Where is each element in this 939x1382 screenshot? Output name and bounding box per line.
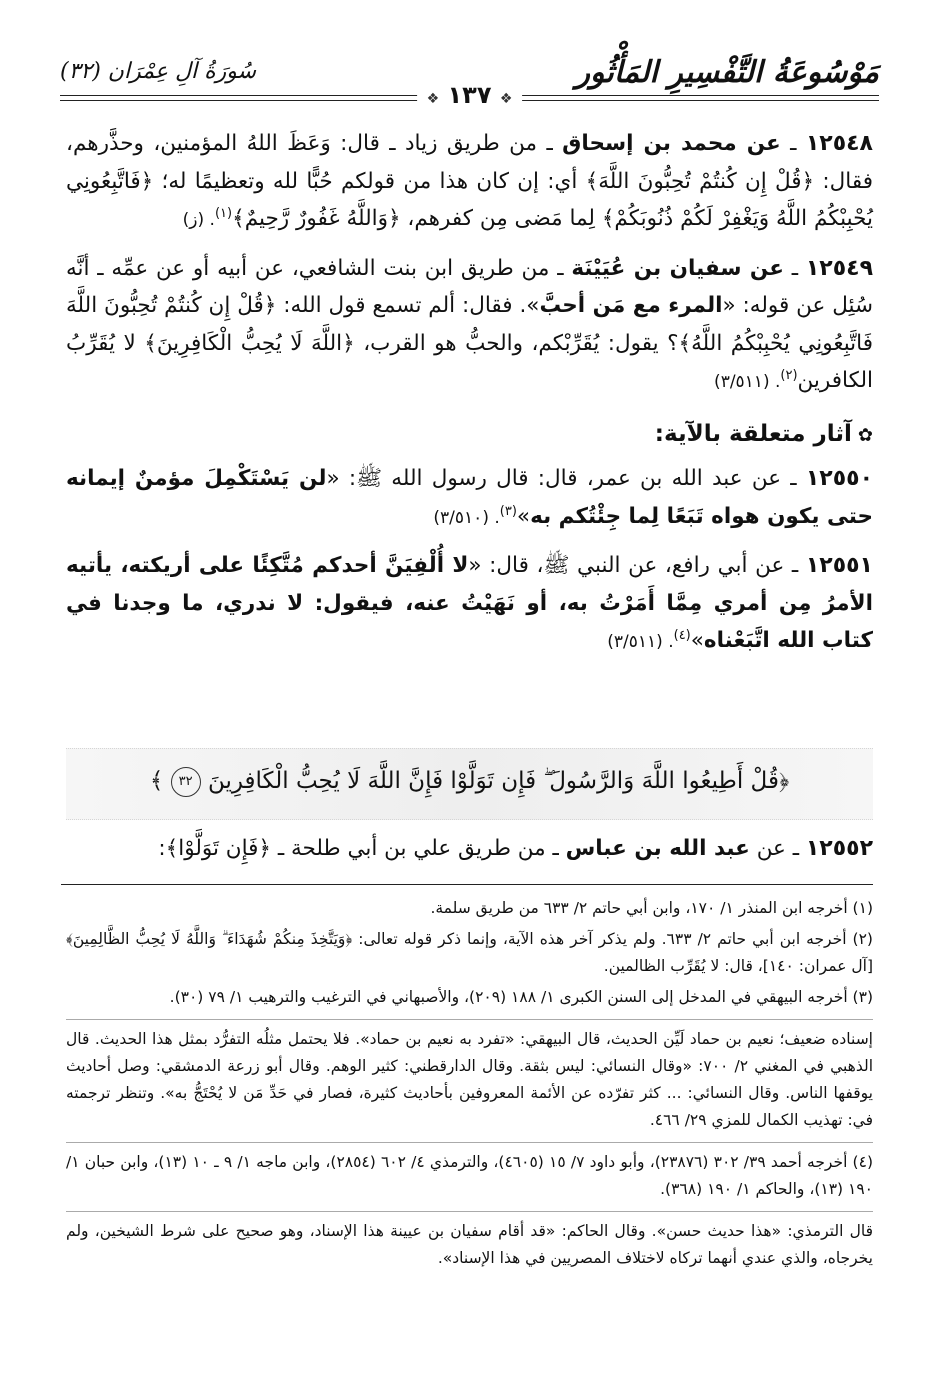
quran-quote: ﴿اللَّهَ لَا يُحِبُّ الْكَافِرِينَ﴾ (144, 330, 355, 356)
hadith-quote: المرء مع مَن أحبَّ (539, 293, 723, 318)
ayah-banner (66, 748, 873, 820)
entry-number: ١٢٥٥٢ (805, 836, 873, 861)
footnote-separator (66, 1019, 873, 1020)
book-title: مَوْسُوعَةُ التَّفْسِيرِ المَأْثُور (575, 55, 879, 90)
entry-text: : (158, 836, 166, 861)
entry-text: أي: إن كان هذا من قولكم حُبًّا لله وتعظيمًا له؛ (153, 168, 586, 194)
reference: . (٣/٥١١) (714, 372, 781, 392)
page-number-box (417, 81, 523, 109)
page-number: ١٣٧ (447, 81, 492, 109)
narrator-name: عن محمد بن إسحاق (562, 131, 781, 156)
entry-text: ـ عن (749, 836, 806, 861)
entry-12552 (66, 830, 873, 867)
entry-text: ـ عن أبي رافع، عن النبي ﷺ، قال: « (468, 553, 806, 578)
ayah-text: ﴿قُلْ أَطِيعُوا اللَّهَ وَالرَّسُولَ ۖ فَإِن تَوَلَّوْا فَإِنَّ اللَّهَ لَا يُحِبُّ الْكَافِرِينَ (207, 768, 790, 794)
footnote-separator (66, 1142, 873, 1143)
entry-number: ١٢٥٤٩ (805, 255, 873, 281)
reference: . (ز) (182, 210, 215, 230)
entry-text: ـ من طريق ابن بنت الشافعي، عن أبيه أو عن عمِّه ـ أنَّه سُئِل عن قوله: « (66, 255, 873, 318)
reference: . (٣/٥١١) (607, 632, 674, 652)
entry-12548: ١٢٥٤٨ ـ عن محمد بن إسحاق ـ من طريق زياد ـ قال: وَعَظَ اللهُ المؤمنين، وحذَّرهم، فقال: ﴿قُلْ إِن كُنتُمْ تُحِبُّونَ اللَّهَ﴾ أي: إن كان هذا من قولكم حُبًّا لله وتعظيمًا له؛ ﴿فَاتَّبِعُونِي يُحْبِبْكُمُ اللَّهُ وَيَغْفِرْ لَكُمْ ذُنُوبَكُمْ﴾ لِما مَضى مِن كفرهم، ﴿وَاللَّهُ غَفُورٌ رَّحِيمٌ﴾$^{(١)}$. (ز) (66, 131, 874, 231)
hadith-quote: لا أُلْفِيَنَّ أحدكم مُتَّكِئًا على أريكته، يأتيه الأمرُ مِن أمري مِمَّا أَمَرْتُ به، أو نَهَيْتُ عنه، فيقول: لا ندري، ما وجدنا في كتاب الله اتَّبَعْناه (66, 553, 873, 653)
main-text (66, 125, 873, 672)
ornament-icon: ❖ (499, 91, 513, 107)
section-heading (66, 416, 873, 455)
entry-text: ؟ يقول: يُقَرِّبْكم، والحبُّ هو القرب، (354, 330, 679, 356)
footnote-marker[interactable]: (١) (214, 205, 233, 221)
entry-number: ١٢٥٥٠ (805, 466, 873, 491)
entry-text: لا يُقَرِّبُ الكافرين (66, 330, 873, 393)
quran-quote: ﴿قُلْ إِن كُنتُمْ تُحِبُّونَ اللَّهَ﴾ (585, 168, 815, 194)
ayah-verse (66, 767, 873, 797)
ayah-close-bracket: ﴾ (149, 768, 164, 794)
footnote-separator (66, 1211, 873, 1212)
entry-text: ـ من طريق علي بن أبي طلحة ـ (271, 836, 566, 861)
entry-text: ـ عن عبد الله بن عمر، قال: قال رسول الله ﷺ: « (326, 466, 806, 491)
footnote-4-commentary: قال الترمذي: «هذا حديث حسن». وقال الحاكم: «قد أقام سفيان بن عيينة هذا الإسناد، وهو صحيح على شرط الشيخين، ولم يخرجاه، والذي عندي أنهما تركاه لاختلاف المصريين في هذا الإسناد». (66, 1222, 873, 1267)
ayah-number-badge: ٣٢ (171, 767, 201, 797)
entry-text: لِما مَضى مِن كفرهم، (400, 206, 602, 231)
footnote-2: (٢) أخرجه ابن أبي حاتم ٢/ ٦٣٣. ولم يذكر آخر هذه الآية، وإنما ذكر قوله تعالى: ﴿وَيَتَّخِذَ مِنكُمْ شُهَدَاءَ ۗ وَاللَّهُ لَا يُحِبُّ الظَّالِمِينَ﴾ [آل عمران: ١٤٠]، قال: لا يُقَرِّب الظالمين. (66, 930, 873, 975)
entry-number: ١٢٥٥١ (805, 553, 873, 578)
footnote-marker[interactable]: (٢) (780, 367, 798, 383)
quran-quote: ﴿وَاللَّهُ غَفُورٌ رَّحِيمٌ﴾ (232, 206, 401, 231)
surah-title: سُورَةُ آلِ عِمْرَان (٣٢) (60, 59, 257, 84)
quran-quote: ﴿فَإِن تَوَلَّوْا﴾ (165, 836, 272, 861)
footnote-1: (١) أخرجه ابن المنذر ١/ ١٧٠، وابن أبي حاتم ٢/ ٦٣٣ من طريق سلمة. (430, 899, 873, 917)
star-ornament-icon: ✿ (857, 424, 873, 446)
entry-text: ». فقال: ألم تسمع قول الله: (276, 293, 540, 318)
entry-12549: ١٢٥٤٩ ـ عن سفيان بن عُيَيْنَة ـ من طريق ابن بنت الشافعي، عن أبيه أو عن عمِّه ـ أنَّه سُئِل عن قوله: «المرء مع مَن أحبَّ». فقال: ألم تسمع قول الله: ﴿قُلْ إِن كُنتُمْ تُحِبُّونَ اللَّهَ فَاتَّبِعُونِي يُحْبِبْكُمُ اللَّهُ﴾؟ يقول: يُقَرِّبْكم، والحبُّ هو القرب، ﴿اللَّهَ لَا يُحِبُّ الْكَافِرِينَ﴾ لا يُقَرِّبُ الكافرين$^{(٢)}$. (٣/٥١١) (66, 255, 873, 393)
footnote-4: (٤) أخرجه أحمد ٣٩/ ٣٠٢ (٢٣٨٧٦)، وأبو داود ٧/ ١٥ (٤٦٠٥)، والترمذي ٤/ ٦٠٢ (٢٨٥٤)، وابن ماجه ١/ ٩ ـ ١٠ (١٣)، وابن حبان ١/ ١٩٠ (١٣)، والحاكم ١/ ١٩٠ (٣٦٨). (66, 1153, 874, 1198)
page-header (60, 55, 879, 109)
entry-text: » (690, 628, 704, 653)
footnote-marker[interactable]: (٣) (499, 503, 517, 519)
quran-quote: ﴿قُلْ إِن كُنتُمْ تُحِبُّونَ اللَّهَ فَاتَّبِعُونِي يُحْبِبْكُمُ اللَّهُ﴾ (66, 293, 873, 356)
hadith-quote: لن يَسْتَكْمِلَ مؤمنٌ إيمانه حتى يكون هواه تَبَعًا لِما جِئْتُكم به (66, 466, 873, 529)
narrator-name: عبد الله بن عباس (565, 836, 750, 861)
entry-text: » (516, 503, 531, 529)
section-title: آثار متعلقة بالآية: (654, 420, 852, 447)
footnote-divider (61, 884, 873, 885)
reference: . (٣/٥١٠) (433, 507, 500, 528)
narrator-name: عن سفيان بن عُيَيْنَة (571, 255, 784, 281)
quran-quote: ﴿فَاتَّبِعُونِي يُحْبِبْكُمُ اللَّهُ وَيَغْفِرْ لَكُمْ ذُنُوبَكُمْ﴾ (66, 168, 873, 231)
entry-12550 (66, 460, 873, 537)
footnote-3: (٣) أخرجه البيهقي في المدخل إلى السنن الكبرى ١/ ١٨٨ (٢٠٩)، والأصبهاني في الترغيب والترهيب ١/ ٧٩ (٣٠). (169, 988, 873, 1006)
footnote-marker[interactable]: (٤) (673, 627, 691, 643)
ornament-icon: ❖ (426, 91, 440, 107)
entry-number: ١٢٥٤٨ (805, 131, 873, 156)
footnote-3-commentary: إسناده ضعيف؛ نعيم بن حماد لَيِّن الحديث، قال البيهقي: «تفرد به نعيم بن حماد». فلا يحتمل مثلُه التفرُّد بمثل هذا الحديث. قال الذهبي في المغني ٢/ ٧٠٠: «وقال النسائي: ليس بثقة. وقال الدارقطني: كثير الوهم. وقال أبو زرعة الدمشقي: وصل أحاديث يوقفها الناس. وقال النسائي: ... كثر تفرّده عن الأئمة المعروفين بأحاديث كثيرة، فصار في حَدِّ مَن لا يُحْتَجُّ به». وتنظر ترجمته في: تهذيب الكمال للمزي ٢٩/ ٤٦٦. (66, 1030, 874, 1129)
entry-12551 (66, 547, 873, 662)
entry-text: ـ من طريق زياد ـ قال: وَعَظَ اللهُ المؤمنين، وحذَّرهم، فقال: (66, 131, 874, 194)
footnotes (66, 895, 873, 1276)
